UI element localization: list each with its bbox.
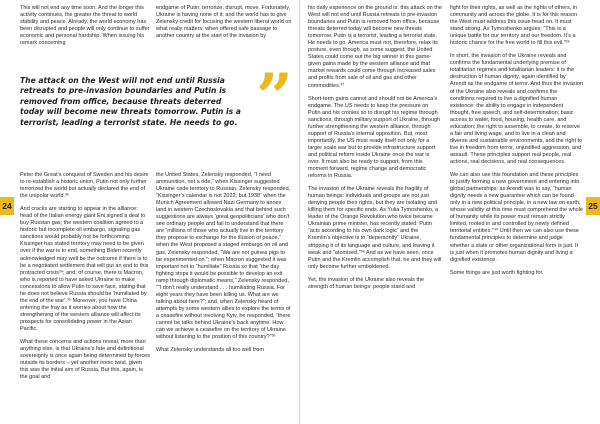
page-number-24: 24 — [0, 197, 14, 215]
paragraph: endgame of Putin: terrorize, disrupt, move. Fortunately, Ukraine is having none of it; and the world has to give Zelensky credit for focusing the western liberal world on what really matters: when offered safe passage to another country at the start of the invasion by — [156, 5, 292, 40]
paragraph: Some things are just worth fighting for. — [450, 269, 544, 276]
pull-quote-text: The attack on the West will not end until Russia retreats to pre-invasion boundaries and Putin is removed from office, because threats deterred today will become new threats tomorrow. Putin is a terrorist, leading a terrorist state. He needs to go. — [20, 76, 241, 127]
paragraph: This will not end any time soon. And the longer this activity continues, the greater the threat to world stability and peace. Already, the world economy has been disrupted and people will only continue to suffer economic and personal hardship. When issuing his remark concerning — [20, 5, 150, 47]
page-number-25: 25 — [586, 197, 600, 215]
paragraph: We can also use this foundation and these principles to justify forming a new government and entering into global partnerships: as Arendt was to say, “human dignity needs a new guarantee which can be found only in a new political principle, in a new law on earth, whose validity at this time must comprehend the whole of humanity while its power must remain strictly limited, rooted in and controlled by newly defined territorial entities.”⁴⁰ Until then we can also use these fundamental principles to determine and judge whether a state or other organizational form is just. It is just when it promotes human dignity and living a dignified existence. — [450, 172, 583, 263]
left-column-2-bottom — [156, 172, 292, 360]
paragraph: The invasion of the Ukraine reveals the fragility of human beings: individuals and groups are not just denying people their rights, but they are isolating and killing them for specific ends. As Yulia Tymoshenko, a leader of the Orange Revolution who twice became Ukrainian prime minister, has recently stated: Putin “acts according to his own dark logic” and the Kremlin’s objective is to “depersonify” Ukraine, stripping it of its language and culture, and leaving it weak and “atomised.”³⁸ And as we have seen, once Putin and the Kremlin accomplish that, he and they will only become further emboldened. — [308, 186, 442, 270]
right-column-1 — [308, 5, 442, 297]
paragraph: And cracks are starting to appear in the alliance: head of the Italian energy giant Eni signed a deal to buy Russian gas; the western coalition agreed to a historic but incomplete oil embargo, signaling gas sanctions would probably not be forthcoming; Kissinger has stated territory may need to be given over if the war is to end, something Biden recently acknowledged may well be the outcome if there is to be a negotiated settlement that will put an end to this protracted crisis³⁴; and, of course, there is Macron, who is reported to have asked Ukraine to make concessions to allow Putin to save face, stating that he does not believe Russia should be ‘humiliated by the end of the war’.³⁵ Moreover, you have China entering the fray as it worries about how the strengthening of the western alliance will affect its prospects for consolidating power in the Asian Pacific. — [20, 206, 149, 332]
paragraph: fight for their rights, as well as the rights of others, in community and across the globe. It is for this reason the West must address this issue head on. It must stand strong. As Tymoshenko argues: “This is a unique battle for our territory and our freedom. It’s a historic chance for the free world to fill this evil.”³⁹ — [450, 5, 578, 47]
left-column-2-top — [156, 5, 292, 46]
paragraph: his daily experience on the ground is: this attack on the West will not end until Russia retreats to pre-invasion boundaries and Putin is removed from office, because threats deterred today will become new threats tomorrow. Putin is a terrorist, leading a terrorist state. He needs to go. America must not, therefore, relax its posture, even though, as some suggest, the United States could come out the big winner in this game-given gains made by the western alliance and that market rewards could come through increased sales and profits from sale of oil and gas and other commodities.³⁷ — [308, 5, 442, 89]
quote-mark-icon: ” — [256, 60, 293, 135]
right-column-2 — [450, 5, 583, 283]
left-column-1-top — [20, 5, 150, 53]
paragraph: What Zelensky understands all too well from — [156, 347, 264, 354]
pull-quote — [20, 60, 293, 160]
paragraph: In short, the invasion of the Ukraine reveals and confirms the fundamental underlying premise of totalitarian regimes and totalitarian leaders: it is the destruction of human dignity, again identified by Arendt as the endgame of terror. And thus the invasion of the Ukraine also reveals and confirms the conditions required to live a dignified human existence: the ability to engage in independent thought, free speech, and self-determination; basic access to water, food, housing, health care, and education; the right to assemble, to create, to reserve a fair and living wage, and to live in a clean and diverse and sustainable environments, and the right to live in freedom from terror, unjustified aggression, and assault. These principles support real people, real actions, real decisions, and real consequences. — [450, 53, 584, 165]
paragraph: Short-term gains cannot and should not be America’s endgame. The US needs to keep the pressure on Putin and his cronies so to disrupt his regime through sanctions, through military support of Ukraine, through further strengthening the western alliance, through support of Russia’s internal opposition. But, most importantly, the US must ready itself not only for a larger scale war but to provide infrastructure support and political reform inside Ukraine once the war is over. It must also be ready to support, from this moment forward, regime change and democratic reforms in Russia. — [308, 95, 441, 180]
paragraph: What these concerns and actions reveal, more than anything else, is that Ukraine’s fate and definitional sovereignty is once again being determined by forces outside its borders – yet another ironic twist, given this was the initial aim of Russia. But this, again, is the goal and — [20, 339, 150, 381]
paragraph: the United States, Zelensky responded, “I need ammunition, not a ride,” when Kissinger suggested Ukraine cede territory to Russian, Zelensky responded, “Kissinger’s calendar is not 2022, but 1938” when the Munich Agreement allowed Nazi Germany to annex land in western Czechoslovakia and that behind such suggestions are always ‘great geopoliticians’ who don’t see ordinary people and fail to understand that there are “millions of those who actually live in the territory they propose to exchange for the illusion of peace.” when the West proposed a staged embargo on oil and gas, Zelensky responded, “We are not guinea pigs to be experimented on.”; when Macron suggested it was important not to “humiliate” Russia so that “the day fighting stops it would be possible to develop an exit ramp through diplomatic means,” Zelensky responded, ““I don’t really understand . . . humiliating Russia. For eight years they have been killing us. What are we talking about here?”; and, when Zelensky heard of attempts by some western allies to explore the terms of a ceasefire without involving Kyiv, he responded, “there cannot be talks behind Ukraine’s back anytime. How can we achieve a ceasefire on the territory of Ukraine without listening to the position of this country?”³⁶ — [156, 172, 291, 341]
paragraph: Yet, the invasion of the Ukraine also reveals the strength of human beings: people stand and — [308, 276, 424, 290]
left-column-1-bottom — [20, 172, 150, 387]
page-right — [300, 0, 600, 424]
paragraph: Peter the Great’s conquest of Sweden and his desire to re-establish a historic union, Putin not only further terrorized the world but actually declared the end of the unipolar world.³³ — [20, 172, 149, 200]
